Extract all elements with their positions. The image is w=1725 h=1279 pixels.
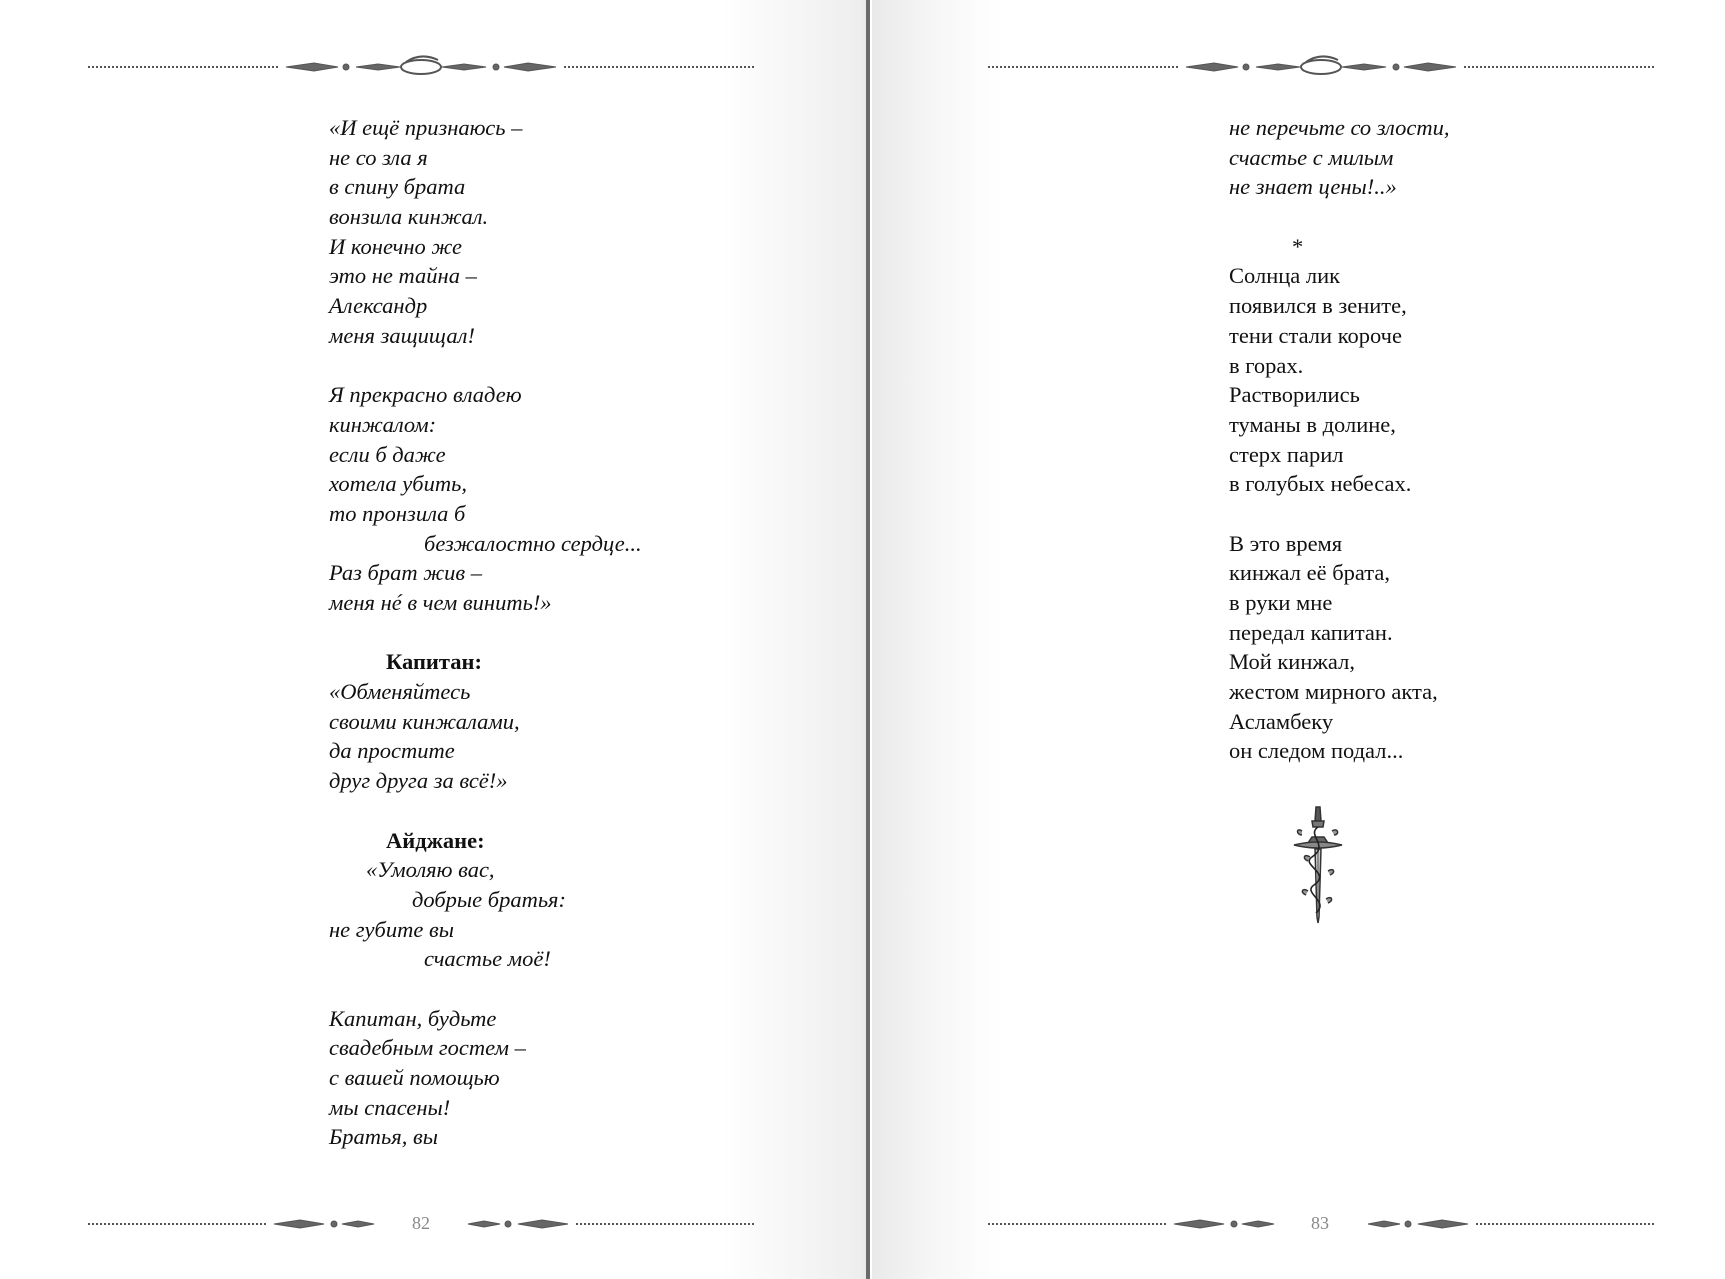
page-number-right: 83 xyxy=(1311,1213,1329,1233)
verse-line: да простите xyxy=(329,738,455,764)
verse-line: меня нé в чем винить!» xyxy=(329,590,552,615)
verse-line: не губите вы xyxy=(329,916,454,942)
verse-line: Александр xyxy=(329,293,428,319)
verse-line: кинжал её брата, xyxy=(1229,560,1391,586)
dagger-illustration xyxy=(1288,805,1348,925)
verse-line: стерх парил xyxy=(1229,441,1344,467)
verse-line: в горах. xyxy=(1229,352,1304,378)
verse-line: счастье с милым xyxy=(1229,144,1394,170)
verse-line: в голубых небесах. xyxy=(1229,471,1412,497)
verse-line: в руки мне xyxy=(1229,590,1333,615)
verse-line: Солнца лик xyxy=(1229,263,1341,289)
verse-line: друг друга за всё!» xyxy=(329,768,508,794)
verse-line: Я прекрасно владею xyxy=(329,382,522,408)
left-page-text xyxy=(329,113,642,1152)
verse-line: он следом подал... xyxy=(1229,738,1404,764)
verse-line: жестом мирного акта, xyxy=(1229,679,1438,705)
verse-line: передал капитан. xyxy=(1229,619,1393,645)
verse-line: то пронзила б xyxy=(329,500,466,526)
header-ornament-left xyxy=(88,52,754,82)
verse-line: Растворились xyxy=(1229,382,1360,408)
verse-line: туманы в долине, xyxy=(1229,411,1396,437)
verse-line: своими кинжалами, xyxy=(329,708,520,734)
page-number-left: 82 xyxy=(412,1213,430,1233)
verse-line: счастье моё! xyxy=(424,946,551,972)
book-spine xyxy=(866,0,870,1279)
section-separator: * xyxy=(1292,233,1304,259)
verse-line: это не тайна – xyxy=(329,263,477,289)
verse-line: хотела убить, xyxy=(329,471,467,497)
verse-line: мы спасены! xyxy=(329,1094,451,1120)
verse-line: Мой кинжал, xyxy=(1229,649,1355,675)
verse-line: безжалостно сердце... xyxy=(424,530,642,556)
verse-line: Братья, вы xyxy=(329,1124,438,1150)
verse-line: Асламбеку xyxy=(1229,708,1334,734)
verse-line: появился в зените, xyxy=(1229,293,1407,319)
verse-line: кинжалом: xyxy=(329,411,437,437)
verse-line: «И ещё признаюсь – xyxy=(329,115,523,140)
verse-line: в спину брата xyxy=(329,174,466,200)
verse-line: В это время xyxy=(1229,530,1343,556)
verse-line: тени стали короче xyxy=(1229,322,1402,348)
verse-line: если б даже xyxy=(329,441,446,467)
verse-line: вонзила кинжал. xyxy=(329,204,489,230)
verse-line: с вашей помощью xyxy=(329,1065,500,1090)
verse-line: И конечно же xyxy=(329,233,463,259)
speaker-name: Айджане: xyxy=(386,827,485,853)
header-ornament-right xyxy=(988,52,1654,82)
right-page-text xyxy=(1229,113,1449,766)
verse-line: не со зла я xyxy=(329,144,428,170)
verse-line: не знает цены!..» xyxy=(1229,174,1397,200)
verse-line: «Обменяйтесь xyxy=(329,679,471,705)
verse-line: добрые братья: xyxy=(412,886,567,912)
speaker-name: Капитан: xyxy=(386,649,482,675)
verse-line: Капитан, будьте xyxy=(329,1005,497,1031)
verse-line: меня защищал! xyxy=(329,322,475,348)
verse-line: Раз брат жив – xyxy=(329,560,483,586)
verse-line: не перечьте со злости, xyxy=(1229,115,1450,140)
verse-line: свадебным гостем – xyxy=(329,1035,526,1061)
verse-line: «Умоляю вас, xyxy=(366,857,495,883)
